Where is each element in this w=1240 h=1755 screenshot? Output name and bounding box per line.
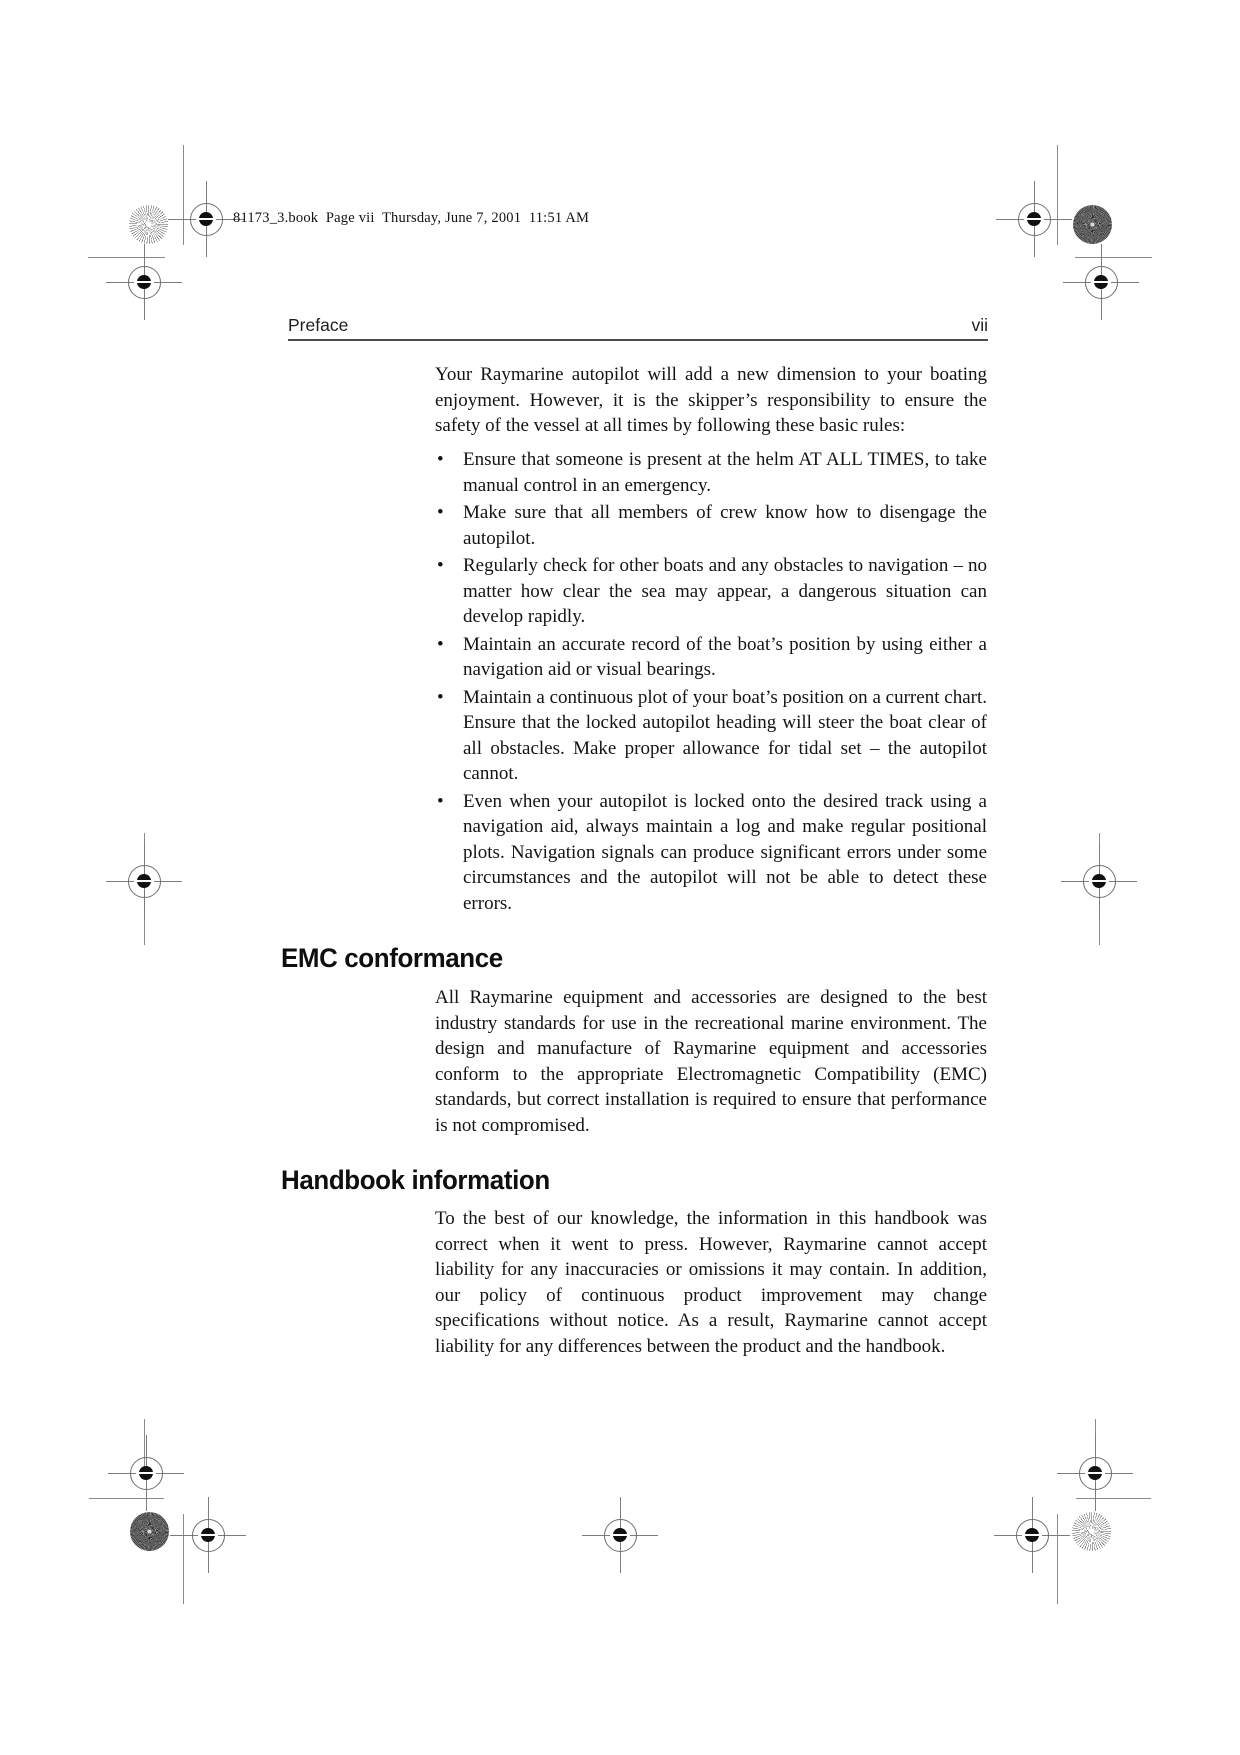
bullet-marker: •	[437, 790, 444, 812]
registration-mark-icon	[106, 244, 182, 320]
list-item-text: Maintain a continuous plot of your boat’s position on a current chart. Ensure that the locked autopilot heading will steer the boat clear of all obstacles. Make proper allowance for tidal set – the autopilot cannot.	[463, 686, 987, 784]
safety-rules-list	[435, 447, 987, 918]
registration-mark-icon	[106, 843, 182, 919]
registration-mark-icon	[994, 1497, 1070, 1573]
list-item	[435, 685, 987, 787]
registration-mark-icon	[170, 1497, 246, 1573]
registration-mark-icon	[582, 1497, 658, 1573]
registration-mark-icon	[996, 181, 1072, 257]
section-body-handbook: To the best of our knowledge, the information in this handbook was correct when it went to press. However, Raymarine cannot accept liability for any inaccuracies or omissions it may contain. In addition, our policy of continuous product improvement may change specifications without notice. As a result, Raymarine cannot accept liability for any differences between the product and the handbook.	[435, 1208, 987, 1357]
bullet-marker: •	[437, 686, 444, 708]
bullet-marker: •	[437, 633, 444, 655]
section-body-emc: All Raymarine equipment and accessories are designed to the best industry standards for use in the recreational marine environment. The design and manufacture of Raymarine equipment and accessories conform to the appropriate Electromagnetic Compatibility (EMC) standards, but correct installation is required to ensure that performance is not compromised.	[435, 987, 987, 1136]
starburst-calibration-icon	[1073, 205, 1112, 244]
section-heading-emc: EMC conformance	[281, 943, 503, 973]
list-item	[435, 632, 987, 683]
registration-mark-icon	[1063, 244, 1139, 320]
list-item-text: Regularly check for other boats and any obstacles to navigation – no matter how clear the sea may appear, a dangerous situation can develop rapidly.	[463, 555, 987, 627]
list-item	[435, 500, 987, 551]
starburst-calibration-icon	[129, 205, 168, 244]
bullet-marker: •	[437, 502, 444, 523]
header-section-title: Preface	[288, 315, 349, 335]
intro-paragraph: Your Raymarine autopilot will add a new dimension to your boating enjoyment. However, it is the skipper’s responsibility to ensure the safety of the vessel at all times by following these basic rules:	[435, 364, 987, 436]
bullet-marker: •	[437, 449, 444, 470]
section-heading-handbook: Handbook information	[281, 1165, 550, 1195]
list-item	[435, 553, 987, 630]
page-header	[288, 308, 988, 341]
list-item-text: Maintain an accurate record of the boat’s position by using either a navigation aid or visual bearings.	[463, 633, 987, 680]
list-item-text: Make sure that all members of crew know how to disengage the autopilot.	[463, 502, 987, 549]
starburst-calibration-icon	[130, 1512, 169, 1551]
print-job-info: 81173_3.book Page vii Thursday, June 7, 2001 11:51 AM	[233, 210, 590, 226]
bullet-marker: •	[437, 555, 444, 576]
registration-mark-icon	[1061, 843, 1137, 919]
starburst-calibration-icon	[1072, 1512, 1111, 1551]
header-page-number: vii	[971, 315, 988, 335]
list-item	[435, 447, 987, 498]
list-item-text: Ensure that someone is present at the helm AT ALL TIMES, to take manual control in an emergency.	[463, 449, 987, 496]
list-item	[435, 789, 987, 917]
list-item-text: Even when your autopilot is locked onto the desired track using a navigation aid, always maintain a log and make regular positional plots. Navigation signals can produce significant errors under some circumstances and the autopilot will not be able to detect these errors.	[463, 790, 987, 914]
